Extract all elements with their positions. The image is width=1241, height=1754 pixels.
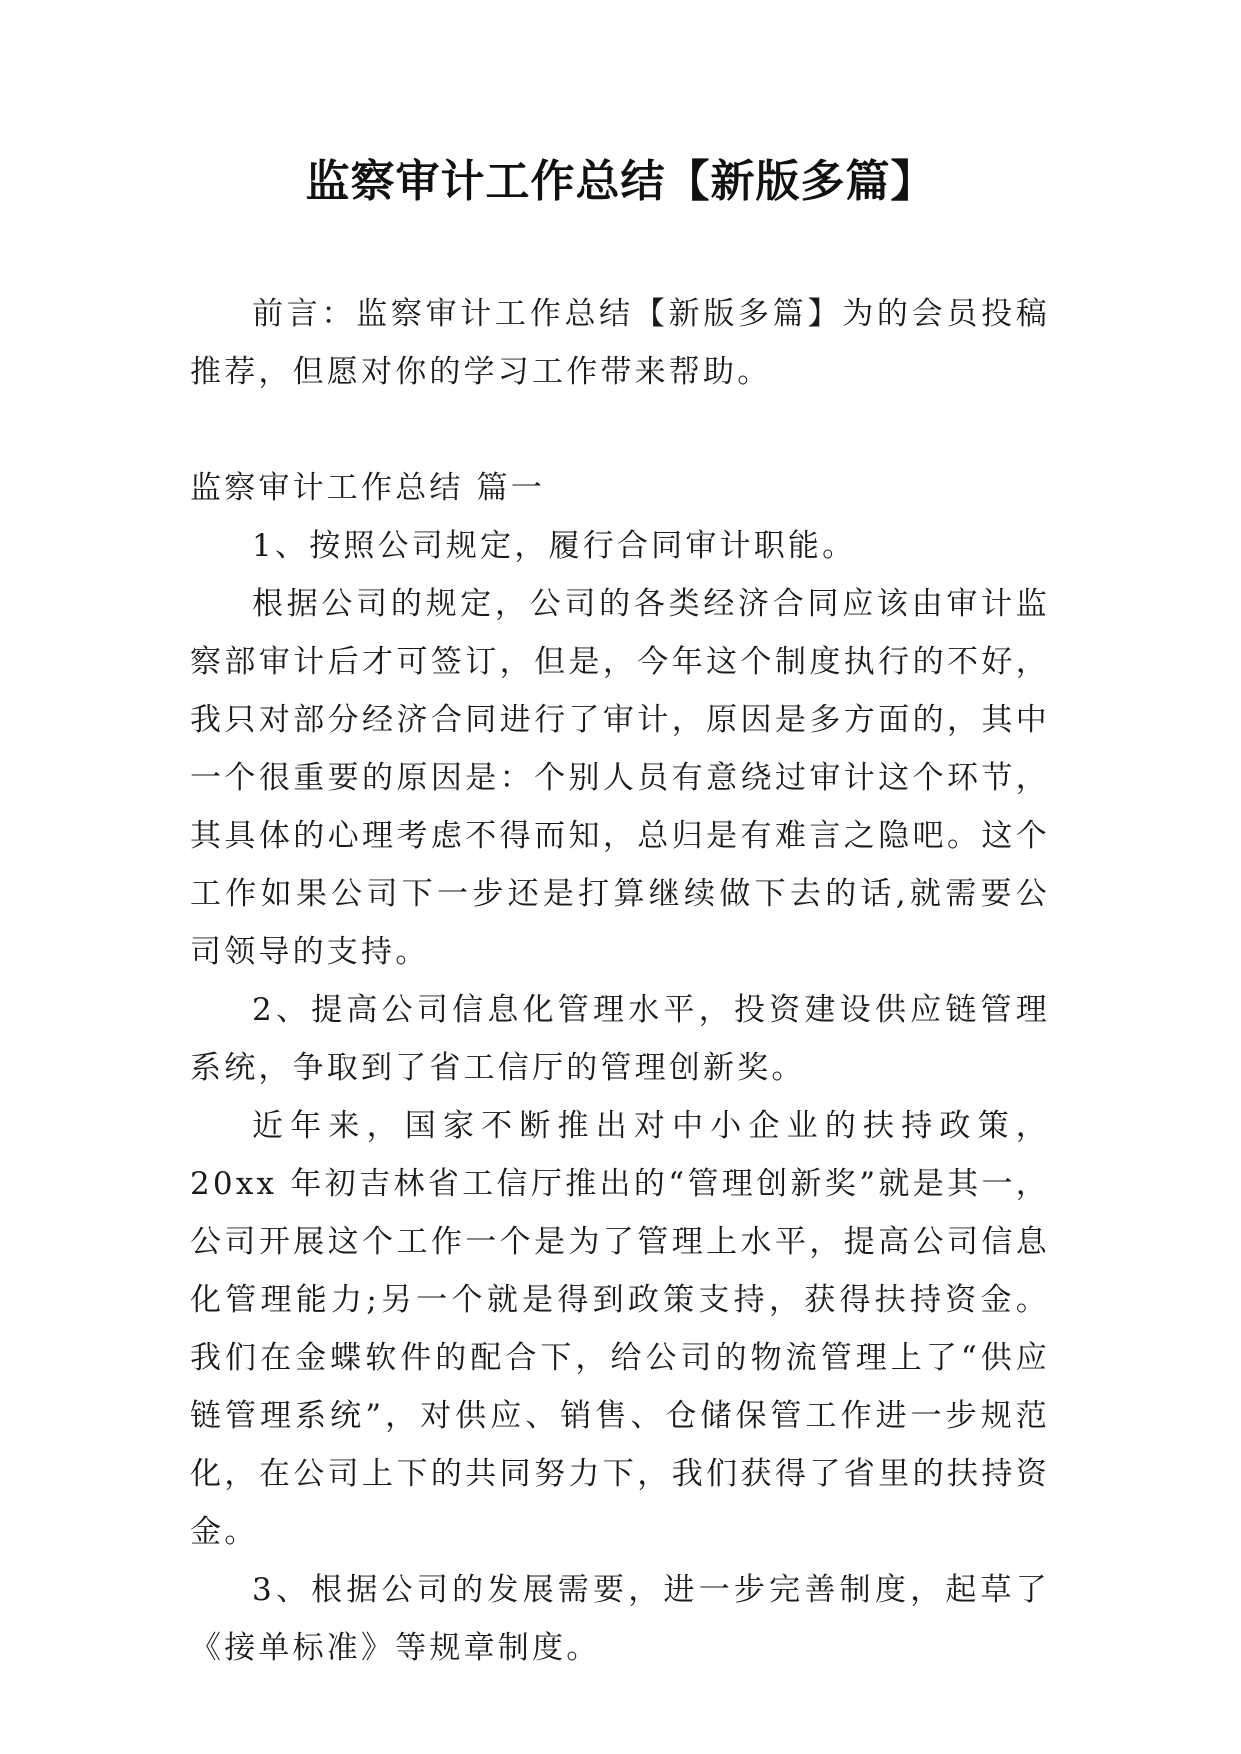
document-title: 监察审计工作总结【新版多篇】 — [305, 156, 936, 207]
section-heading: 监察审计工作总结 篇一 — [190, 470, 546, 506]
document-body — [190, 285, 1050, 1677]
body-paragraph: 3、根据公司的发展需要，进一步完善制度，起草了《接单标准》等规章制度。 — [190, 1572, 1050, 1666]
spacer — [190, 401, 1050, 459]
body-paragraph: 2、提高公司信息化管理水平，投资建设供应链管理系统，争取到了省工信厅的管理创新奖。 — [190, 992, 1050, 1086]
body-paragraph: 根据公司的规定，公司的各类经济合同应该由审计监察部审计后才可签订，但是，今年这个制度执行的不好，我只对部分经济合同进行了审计，原因是多方面的，其中一个很重要的原因是：个别人员有意绕过审计这个环节，其具体的心理考虑不得而知，总归是有难言之隐吧。这个工作如果公司下一步还是打算继续做下去的话,就需要公司领导的支持。 — [190, 586, 1050, 970]
body-paragraph: 近年来，国家不断推出对中小企业的扶持政策，20xx 年初吉林省工信厅推出的“管理创新奖”就是其一，公司开展这个工作一个是为了管理上水平，提高公司信息化管理能力;另一个就是得到政策支持，获得扶持资金。我们在金蝶软件的配合下，给公司的物流管理上了“供应链管理系统”，对供应、销售、仓储保管工作进一步规范化，在公司上下的共同努力下，我们获得了省里的扶持资金。 — [190, 1108, 1050, 1550]
preface-paragraph: 前言：监察审计工作总结【新版多篇】为的会员投稿推荐，但愿对你的学习工作带来帮助。 — [190, 296, 1050, 390]
body-paragraph: 1、按照公司规定，履行合同审计职能。 — [252, 528, 857, 564]
